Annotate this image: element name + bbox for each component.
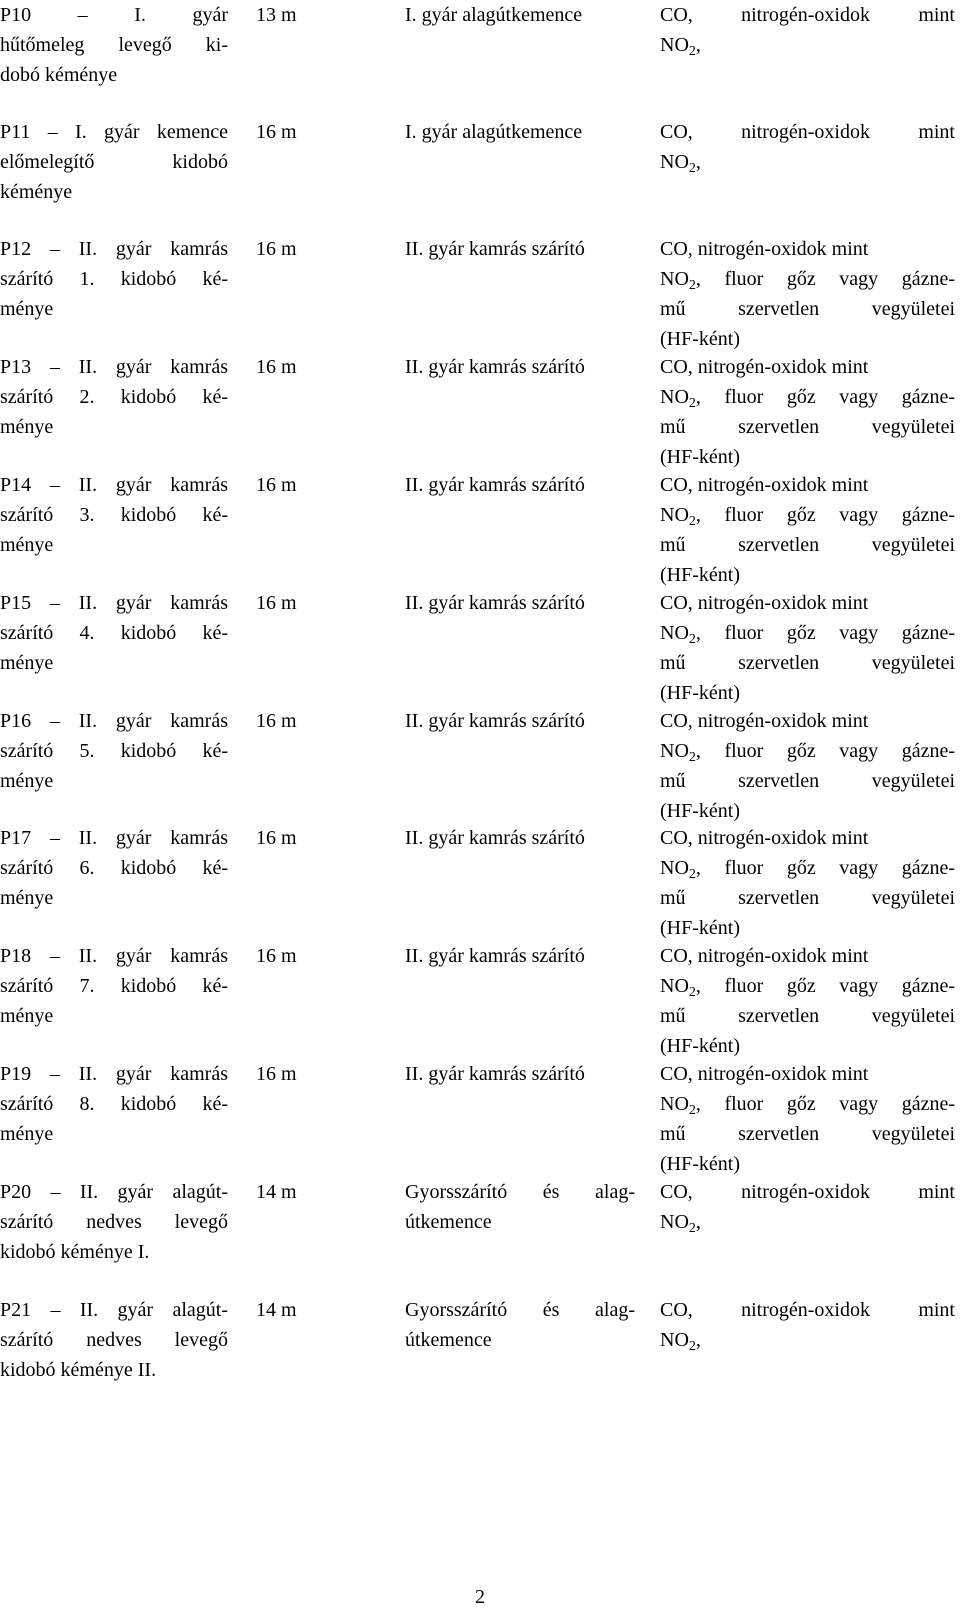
pollutants-cell: CO, nitrogén-oxidok mint $NO_2$, fluor gőz vagy gázne- mű szervetlen vegyületei (HF-ként) bbox=[660, 827, 955, 939]
chimney-name-cell: P11 – I. gyár kemence előmelegítő kidobó kéménye bbox=[0, 121, 228, 203]
pollutants-cell: CO, nitrogén-oxidok mint $NO_2$, fluor gőz vagy gázne- mű szervetlen vegyületei (HF-ként) bbox=[660, 474, 955, 586]
chimney-name-cell: P13 – II. gyár kamrás szárító 2. kidobó ké- ménye bbox=[0, 356, 228, 438]
pollutants-cell: CO, nitrogén-oxidok mint $NO_2$, bbox=[660, 4, 955, 59]
chimney-name-cell: P15 – II. gyár kamrás szárító 4. kidobó ké- ménye bbox=[0, 592, 228, 674]
emission-source-cell: II. gyár kamrás szárító bbox=[405, 710, 585, 732]
pollutants-cell: CO, nitrogén-oxidok mint $NO_2$, fluor gőz vagy gázne- mű szervetlen vegyületei (HF-ként) bbox=[660, 945, 955, 1057]
emission-source-cell: Gyorsszárító és alag- útkemence bbox=[405, 1299, 635, 1351]
pollutants-cell: CO, nitrogén-oxidok mint $NO_2$, fluor gőz vagy gázne- mű szervetlen vegyületei (HF-ként) bbox=[660, 238, 955, 350]
pollutants-cell: CO, nitrogén-oxidok mint $NO_2$, fluor gőz vagy gázne- mű szervetlen vegyületei (HF-ként) bbox=[660, 592, 955, 704]
emission-source-cell: II. gyár kamrás szárító bbox=[405, 356, 585, 378]
chimney-name-cell: P19 – II. gyár kamrás szárító 8. kidobó ké- ménye bbox=[0, 1063, 228, 1145]
emission-source-cell: I. gyár alagútkemence bbox=[405, 4, 583, 26]
emission-source-cell: II. gyár kamrás szárító bbox=[405, 474, 585, 496]
pollutants-cell: CO, nitrogén-oxidok mint $NO_2$, bbox=[660, 1181, 955, 1236]
chimney-height-cell: 16 m bbox=[256, 121, 297, 143]
chimney-name-cell: P20 – II. gyár alagút- szárító nedves levegő kidobó kéménye I. bbox=[0, 1181, 228, 1263]
chimney-name-cell: P12 – II. gyár kamrás szárító 1. kidobó ké- ménye bbox=[0, 238, 228, 320]
chimney-height-cell: 16 m bbox=[256, 592, 297, 614]
emission-source-cell: II. gyár kamrás szárító bbox=[405, 592, 585, 614]
emission-source-cell: II. gyár kamrás szárító bbox=[405, 238, 585, 260]
pollutants-cell: CO, nitrogén-oxidok mint $NO_2$, fluor gőz vagy gázne- mű szervetlen vegyületei (HF-ként) bbox=[660, 1063, 955, 1175]
chimney-height-cell: 14 m bbox=[256, 1299, 297, 1321]
pollutants-cell: CO, nitrogén-oxidok mint $NO_2$, fluor gőz vagy gázne- mű szervetlen vegyületei (HF-ként) bbox=[660, 356, 955, 468]
emission-source-cell: Gyorsszárító és alag- útkemence bbox=[405, 1181, 635, 1233]
chimney-height-cell: 16 m bbox=[256, 945, 297, 967]
emission-source-cell: II. gyár kamrás szárító bbox=[405, 1063, 585, 1085]
chimney-height-cell: 16 m bbox=[256, 474, 297, 496]
chimney-name-cell: P21 – II. gyár alagút- szárító nedves levegő kidobó kéménye II. bbox=[0, 1299, 228, 1381]
chimney-name-cell: P16 – II. gyár kamrás szárító 5. kidobó ké- ménye bbox=[0, 710, 228, 792]
chimney-height-cell: 16 m bbox=[256, 356, 297, 378]
chimney-height-cell: 16 m bbox=[256, 238, 297, 260]
pollutants-cell: CO, nitrogén-oxidok mint $NO_2$, bbox=[660, 121, 955, 176]
page-number: 2 bbox=[475, 1586, 485, 1608]
chimney-height-cell: 16 m bbox=[256, 1063, 297, 1085]
chimney-height-cell: 14 m bbox=[256, 1181, 297, 1203]
chimney-name-cell: P17 – II. gyár kamrás szárító 6. kidobó ké- ménye bbox=[0, 827, 228, 909]
chimney-height-cell: 16 m bbox=[256, 710, 297, 732]
chimney-height-cell: 13 m bbox=[256, 4, 297, 26]
chimney-name-cell: P10 – I. gyár hűtőmeleg levegő ki- dobó kéménye bbox=[0, 4, 228, 86]
emission-source-cell: II. gyár kamrás szárító bbox=[405, 827, 585, 849]
emission-source-cell: II. gyár kamrás szárító bbox=[405, 945, 585, 967]
emission-source-cell: I. gyár alagútkemence bbox=[405, 121, 583, 143]
chimney-name-cell: P14 – II. gyár kamrás szárító 3. kidobó ké- ménye bbox=[0, 474, 228, 556]
chimney-name-cell: P18 – II. gyár kamrás szárító 7. kidobó ké- ménye bbox=[0, 945, 228, 1027]
chimney-height-cell: 16 m bbox=[256, 827, 297, 849]
pollutants-cell: CO, nitrogén-oxidok mint $NO_2$, bbox=[660, 1299, 955, 1354]
pollutants-cell: CO, nitrogén-oxidok mint $NO_2$, fluor gőz vagy gázne- mű szervetlen vegyületei (HF-ként) bbox=[660, 710, 955, 822]
